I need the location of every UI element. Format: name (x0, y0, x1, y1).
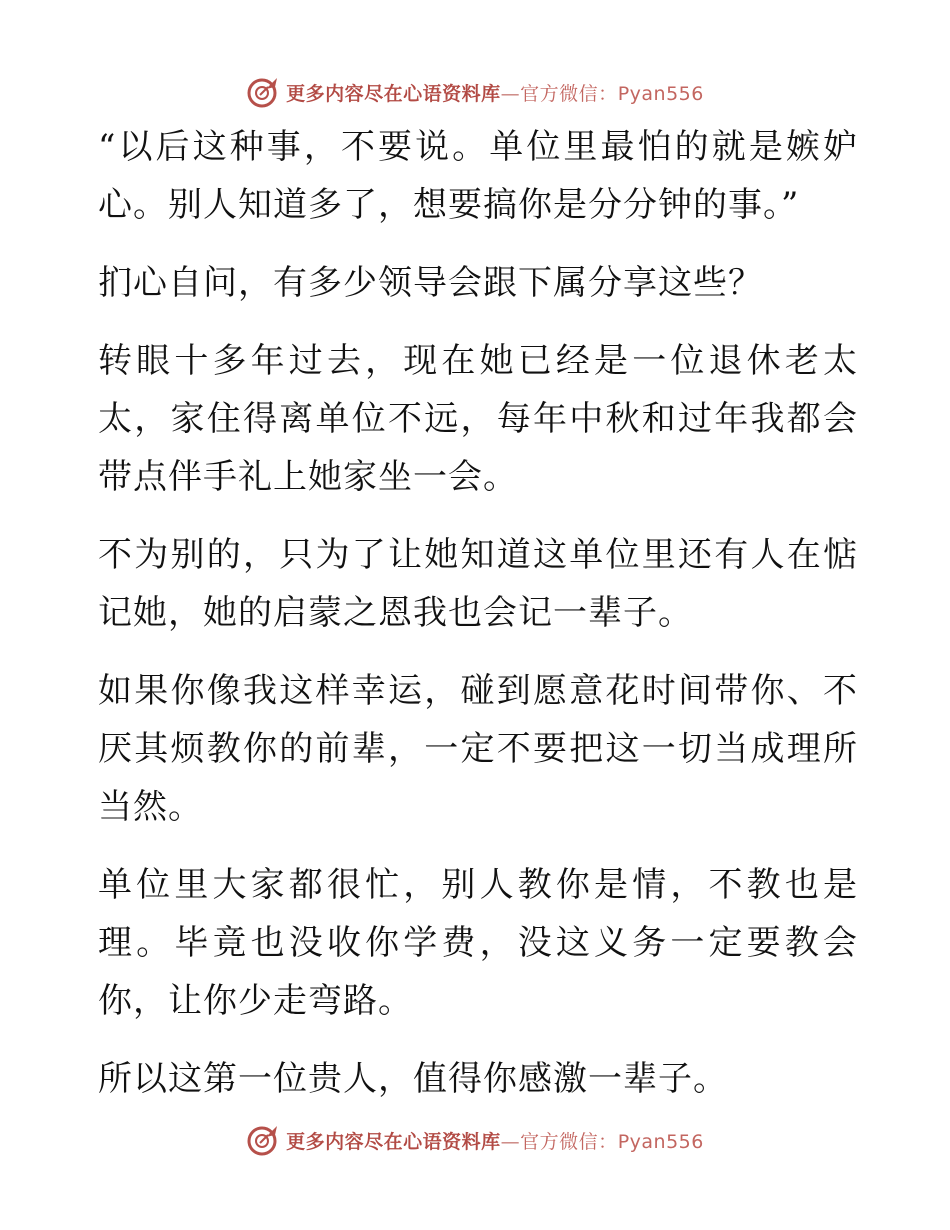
header-contact-id: Pyan556 (617, 82, 704, 105)
footer-brand-text: 更多内容尽在心语资料库 (286, 1130, 501, 1153)
footer-separator: — (500, 1130, 521, 1153)
quill-logo-icon (246, 1123, 280, 1157)
footer-contact-label: 官方微信： (520, 1130, 618, 1153)
footer-text (286, 1127, 704, 1154)
header-separator: — (500, 82, 521, 105)
header-contact-label: 官方微信： (520, 82, 618, 105)
paragraph: 扪心自问，有多少领导会跟下属分享这些？ (98, 263, 763, 303)
paragraph: 所以这第一位贵人，值得你感激一辈子。 (98, 1059, 728, 1099)
page-header-watermark (0, 72, 950, 112)
page-footer-watermark (0, 1120, 950, 1160)
paragraph: 不为别的，只为了让她知道这单位里还有人在惦记她，她的启蒙之恩我也会记一辈子。 (98, 535, 858, 633)
article-body (98, 118, 858, 1128)
quill-logo-icon (246, 75, 280, 109)
header-brand-text: 更多内容尽在心语资料库 (286, 82, 501, 105)
paragraph: “以后这种事，不要说。单位里最怕的就是嫉妒心。别人知道多了，想要搞你是分分钟的事。” (98, 127, 858, 225)
header-text (286, 79, 704, 106)
paragraph: 单位里大家都很忙，别人教你是情，不教也是理。毕竟也没收你学费，没这义务一定要教会你，让你少走弯路。 (98, 865, 858, 1021)
paragraph: 如果你像我这样幸运，碰到愿意花时间带你、不厌其烦教你的前辈，一定不要把这一切当成理所当然。 (98, 671, 858, 827)
footer-contact-id: Pyan556 (617, 1130, 704, 1153)
paragraph: 转眼十多年过去，现在她已经是一位退休老太太，家住得离单位不远，每年中秋和过年我都会带点伴手礼上她家坐一会。 (98, 341, 858, 497)
